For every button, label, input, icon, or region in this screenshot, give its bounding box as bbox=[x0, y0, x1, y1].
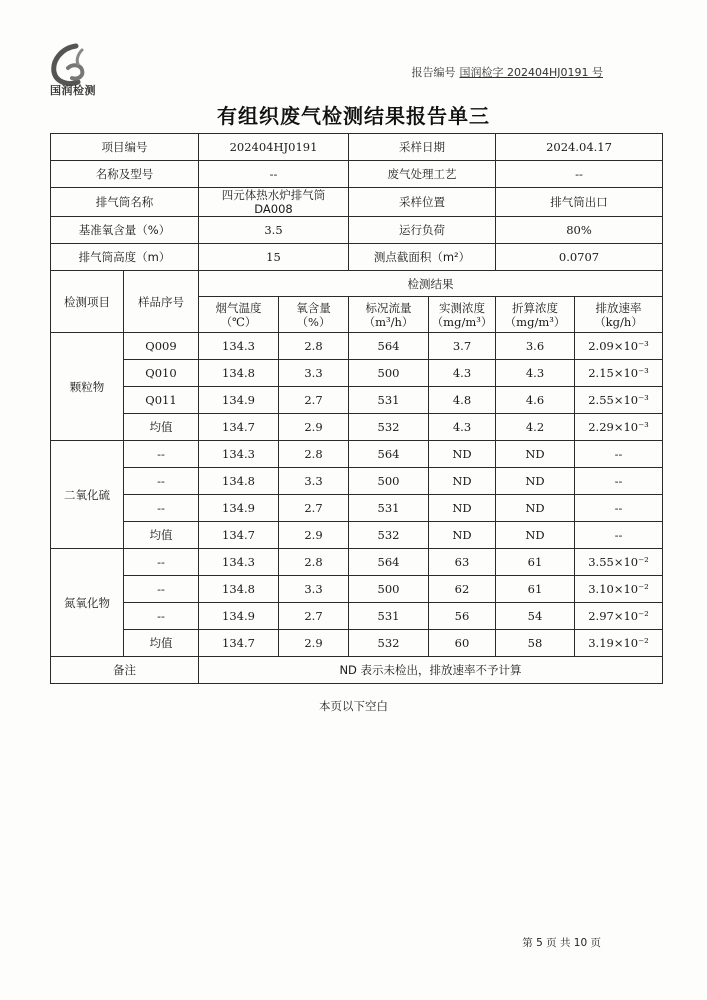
column-header: 标况流量 （m³/h） bbox=[349, 297, 429, 333]
info-row bbox=[51, 244, 663, 271]
measured-cell: 4.3 bbox=[429, 360, 496, 387]
flow-cell: 532 bbox=[349, 414, 429, 441]
measured-cell: ND bbox=[429, 468, 496, 495]
load-value: 80% bbox=[496, 217, 663, 244]
oxygen-cell: 2.7 bbox=[279, 603, 349, 630]
oxygen-cell: 3.3 bbox=[279, 360, 349, 387]
rate-cell: -- bbox=[575, 522, 663, 549]
ref-oxygen-value: 3.5 bbox=[199, 217, 349, 244]
table-row bbox=[51, 468, 663, 495]
sample-cell: 均值 bbox=[124, 522, 199, 549]
table-row bbox=[51, 495, 663, 522]
measured-cell: 4.3 bbox=[429, 414, 496, 441]
temp-cell: 134.9 bbox=[199, 387, 279, 414]
rate-cell: 2.09×10⁻³ bbox=[575, 333, 663, 360]
report-number bbox=[412, 64, 604, 80]
flow-cell: 531 bbox=[349, 603, 429, 630]
sample-cell: -- bbox=[124, 576, 199, 603]
group-name: 颗粒物 bbox=[51, 333, 124, 441]
load-label: 运行负荷 bbox=[349, 217, 496, 244]
page-title: 有组织废气检测结果报告单三 bbox=[217, 104, 490, 128]
sample-cell: Q010 bbox=[124, 360, 199, 387]
table-row bbox=[51, 387, 663, 414]
process-value: -- bbox=[496, 161, 663, 188]
oxygen-cell: 2.9 bbox=[279, 414, 349, 441]
converted-cell: 58 bbox=[496, 630, 575, 657]
stack-height-value: 15 bbox=[199, 244, 349, 271]
table-row bbox=[51, 630, 663, 657]
temp-cell: 134.7 bbox=[199, 414, 279, 441]
measured-cell: 60 bbox=[429, 630, 496, 657]
measured-cell: 62 bbox=[429, 576, 496, 603]
temp-cell: 134.3 bbox=[199, 441, 279, 468]
converted-cell: 4.3 bbox=[496, 360, 575, 387]
converted-cell: 4.6 bbox=[496, 387, 575, 414]
rate-cell: -- bbox=[575, 468, 663, 495]
remark-row bbox=[51, 657, 663, 684]
project-no-label: 项目编号 bbox=[51, 134, 199, 161]
converted-cell: 61 bbox=[496, 549, 575, 576]
page-footer: 第 5 页 共 10 页 bbox=[522, 937, 601, 949]
remark-text: ND 表示未检出，排放速率不予计算 bbox=[199, 657, 663, 684]
converted-cell: ND bbox=[496, 441, 575, 468]
flow-cell: 532 bbox=[349, 522, 429, 549]
converted-cell: 61 bbox=[496, 576, 575, 603]
converted-cell: ND bbox=[496, 468, 575, 495]
info-row bbox=[51, 217, 663, 244]
rate-cell: -- bbox=[575, 495, 663, 522]
measured-cell: ND bbox=[429, 495, 496, 522]
logo-text: 国润检测 bbox=[50, 84, 96, 97]
temp-cell: 134.8 bbox=[199, 360, 279, 387]
rate-cell: 2.15×10⁻³ bbox=[575, 360, 663, 387]
sample-cell: -- bbox=[124, 549, 199, 576]
column-header: 烟气温度 （℃） bbox=[199, 297, 279, 333]
sample-no-header: 样品序号 bbox=[124, 271, 199, 333]
ref-oxygen-label: 基准氧含量（%） bbox=[51, 217, 199, 244]
info-row bbox=[51, 134, 663, 161]
table-row bbox=[51, 576, 663, 603]
converted-cell: ND bbox=[496, 495, 575, 522]
report-number-label: 报告编号 bbox=[411, 66, 456, 79]
flow-cell: 531 bbox=[349, 495, 429, 522]
column-header: 氧含量 （%） bbox=[279, 297, 349, 333]
info-row bbox=[51, 188, 663, 217]
results-header: 检测结果 bbox=[199, 271, 663, 297]
flow-cell: 531 bbox=[349, 387, 429, 414]
stack-height-label: 排气筒高度（m） bbox=[51, 244, 199, 271]
rate-cell: 3.10×10⁻² bbox=[575, 576, 663, 603]
oxygen-cell: 2.8 bbox=[279, 549, 349, 576]
flow-cell: 532 bbox=[349, 630, 429, 657]
section-area-label: 测点截面积（m²） bbox=[349, 244, 496, 271]
oxygen-cell: 2.8 bbox=[279, 333, 349, 360]
table-row bbox=[51, 441, 663, 468]
temp-cell: 134.8 bbox=[199, 468, 279, 495]
oxygen-cell: 2.9 bbox=[279, 522, 349, 549]
rate-cell: 3.19×10⁻² bbox=[575, 630, 663, 657]
process-label: 废气处理工艺 bbox=[349, 161, 496, 188]
flow-cell: 500 bbox=[349, 576, 429, 603]
temp-cell: 134.7 bbox=[199, 630, 279, 657]
sample-date-label: 采样日期 bbox=[349, 134, 496, 161]
oxygen-cell: 2.9 bbox=[279, 630, 349, 657]
table-row bbox=[51, 360, 663, 387]
group-name: 二氧化硫 bbox=[51, 441, 124, 549]
sample-cell: -- bbox=[124, 495, 199, 522]
name-model-value: -- bbox=[199, 161, 349, 188]
temp-cell: 134.8 bbox=[199, 576, 279, 603]
oxygen-cell: 3.3 bbox=[279, 576, 349, 603]
measured-cell: 56 bbox=[429, 603, 496, 630]
table-row bbox=[51, 522, 663, 549]
name-model-label: 名称及型号 bbox=[51, 161, 199, 188]
measured-cell: 3.7 bbox=[429, 333, 496, 360]
oxygen-cell: 2.7 bbox=[279, 495, 349, 522]
info-row bbox=[51, 161, 663, 188]
flow-cell: 564 bbox=[349, 333, 429, 360]
results-table bbox=[50, 133, 663, 684]
sample-cell: 均值 bbox=[124, 630, 199, 657]
sample-cell: -- bbox=[124, 603, 199, 630]
converted-cell: 3.6 bbox=[496, 333, 575, 360]
temp-cell: 134.9 bbox=[199, 603, 279, 630]
report-number-value: 国润检字 202404HJ0191 号 bbox=[459, 66, 603, 79]
remark-label: 备注 bbox=[51, 657, 199, 684]
table-row bbox=[51, 549, 663, 576]
column-header: 排放速率 （kg/h） bbox=[575, 297, 663, 333]
sample-cell: -- bbox=[124, 441, 199, 468]
stack-name-label: 排气筒名称 bbox=[51, 188, 199, 217]
sample-cell: -- bbox=[124, 468, 199, 495]
item-header: 检测项目 bbox=[51, 271, 124, 333]
converted-cell: 54 bbox=[496, 603, 575, 630]
sample-cell: Q011 bbox=[124, 387, 199, 414]
measured-cell: ND bbox=[429, 441, 496, 468]
rate-cell: -- bbox=[575, 441, 663, 468]
rate-cell: 2.29×10⁻³ bbox=[575, 414, 663, 441]
oxygen-cell: 2.7 bbox=[279, 387, 349, 414]
table-row bbox=[51, 603, 663, 630]
project-no-value: 202404HJ0191 bbox=[199, 134, 349, 161]
sample-date-value: 2024.04.17 bbox=[496, 134, 663, 161]
flow-cell: 500 bbox=[349, 468, 429, 495]
stack-name-value: 四元体热水炉排气筒 DA008 bbox=[199, 188, 349, 217]
table-row bbox=[51, 414, 663, 441]
converted-cell: 4.2 bbox=[496, 414, 575, 441]
table-row bbox=[51, 333, 663, 360]
oxygen-cell: 2.8 bbox=[279, 441, 349, 468]
converted-cell: ND bbox=[496, 522, 575, 549]
measured-cell: 63 bbox=[429, 549, 496, 576]
header-row bbox=[51, 271, 663, 297]
section-area-value: 0.0707 bbox=[496, 244, 663, 271]
measured-cell: ND bbox=[429, 522, 496, 549]
sample-position-value: 排气筒出口 bbox=[496, 188, 663, 217]
sample-cell: Q009 bbox=[124, 333, 199, 360]
sample-cell: 均值 bbox=[124, 414, 199, 441]
column-header: 折算浓度 （mg/m³） bbox=[496, 297, 575, 333]
rate-cell: 2.97×10⁻² bbox=[575, 603, 663, 630]
temp-cell: 134.7 bbox=[199, 522, 279, 549]
column-header: 实测浓度 （mg/m³） bbox=[429, 297, 496, 333]
page-end-note: 本页以下空白 bbox=[319, 699, 388, 713]
oxygen-cell: 3.3 bbox=[279, 468, 349, 495]
temp-cell: 134.3 bbox=[199, 549, 279, 576]
rate-cell: 3.55×10⁻² bbox=[575, 549, 663, 576]
rate-cell: 2.55×10⁻³ bbox=[575, 387, 663, 414]
temp-cell: 134.3 bbox=[199, 333, 279, 360]
flow-cell: 500 bbox=[349, 360, 429, 387]
measured-cell: 4.8 bbox=[429, 387, 496, 414]
flow-cell: 564 bbox=[349, 441, 429, 468]
sample-position-label: 采样位置 bbox=[349, 188, 496, 217]
group-name: 氮氧化物 bbox=[51, 549, 124, 657]
flow-cell: 564 bbox=[349, 549, 429, 576]
temp-cell: 134.9 bbox=[199, 495, 279, 522]
